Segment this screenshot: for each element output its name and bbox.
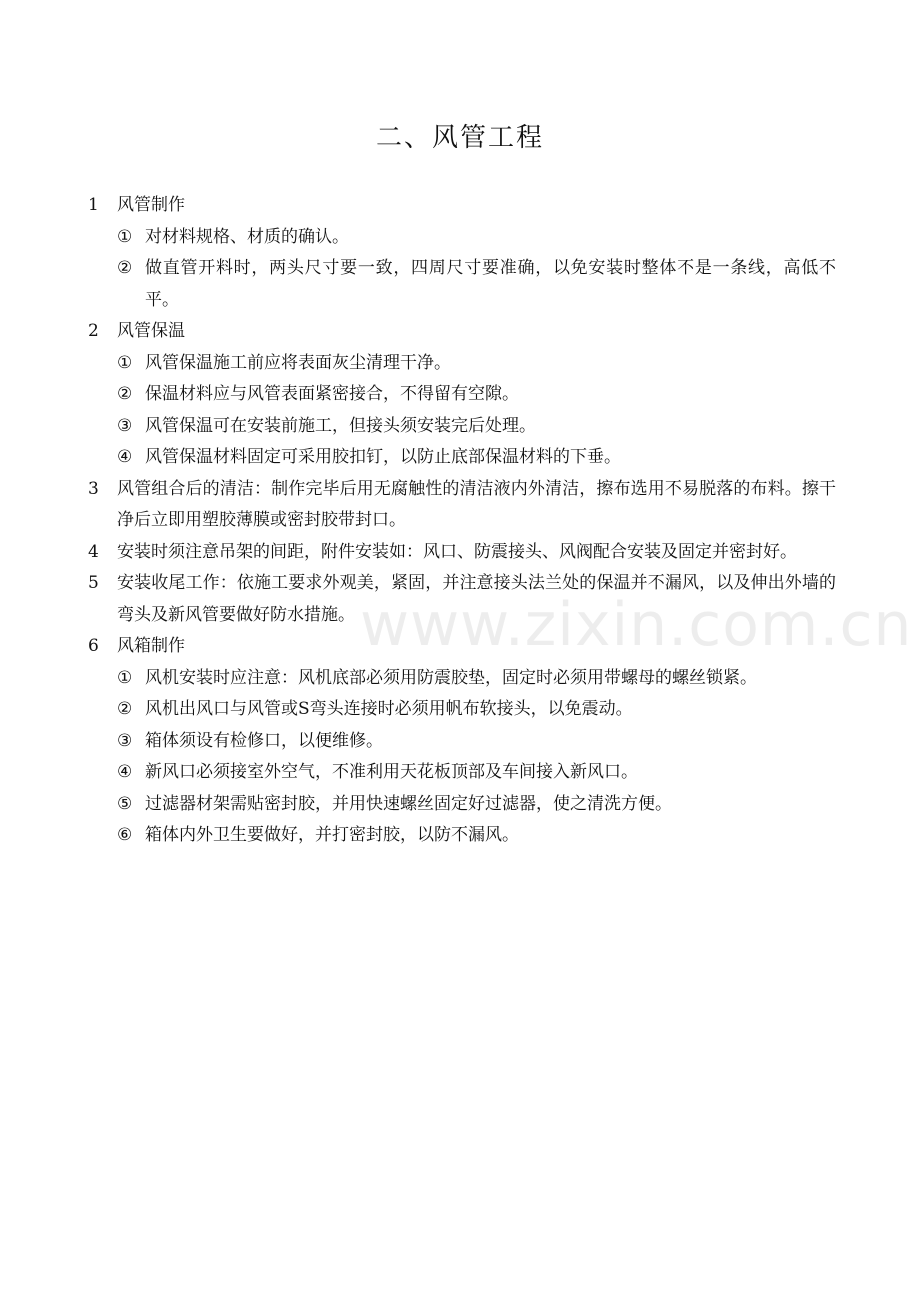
item-text: 风机出风口与风管或S弯头连接时必须用帆布软接头，以免震动。	[145, 699, 633, 719]
item-text: 风机安装时应注意：风机底部必须用防震胶垫，固定时必须用带螺母的螺丝锁紧。	[145, 667, 757, 688]
item-marker: ②	[117, 258, 133, 278]
item-text: 保温材料应与风管表面紧密接合，不得留有空隙。	[145, 384, 519, 404]
section-text: 风管组合后的清洁：制作完毕后用无腐触性的清洁液内外清洁，擦布选用不易脱落的布料。擦干净后立即用塑胶薄膜或密封胶带封口。	[117, 478, 836, 530]
section-text: 风管制作	[117, 195, 185, 215]
list-item	[88, 694, 836, 726]
section-heading	[88, 631, 836, 663]
section-text: 安装时须注意吊架的间距，附件安装如：风口、防震接头、风阀配合安装及固定并密封好。	[117, 541, 797, 562]
document-body	[88, 190, 836, 852]
list-item	[88, 222, 836, 254]
list-item	[88, 348, 836, 380]
section-text: 风箱制作	[117, 636, 185, 656]
section-number: 3	[88, 478, 99, 499]
list-item	[88, 820, 836, 852]
section-heading	[88, 537, 836, 569]
item-text: 箱体须设有检修口，以便维修。	[145, 730, 383, 751]
list-item	[88, 253, 836, 316]
item-marker: ①	[117, 667, 133, 688]
section-number: 6	[88, 636, 99, 656]
item-text: 风管保温材料固定可采用胶扣钉，以防止底部保温材料的下垂。	[145, 447, 621, 467]
item-text: 风管保温可在安装前施工，但接头须安装完后处理。	[145, 415, 536, 436]
section-number: 5	[88, 573, 99, 593]
list-item	[88, 663, 836, 695]
item-marker: ③	[117, 415, 133, 436]
section-heading	[88, 190, 836, 222]
item-list	[88, 222, 836, 317]
section-heading	[88, 568, 836, 631]
list-item	[88, 411, 836, 443]
list-item	[88, 379, 836, 411]
list-item	[88, 726, 836, 758]
section-text: 安装收尾工作：依施工要求外观美，紧固，并注意接头法兰处的保温并不漏风，以及伸出外墙的弯头及新风管要做好防水措施。	[117, 573, 836, 625]
item-marker: ①	[117, 352, 133, 373]
section-4	[88, 537, 836, 569]
item-list	[88, 663, 836, 852]
section-text: 风管保温	[117, 321, 185, 341]
section-heading	[88, 316, 836, 348]
item-list	[88, 348, 836, 474]
item-marker: ①	[117, 226, 133, 247]
item-marker: ⑥	[117, 825, 133, 845]
item-text: 过滤器材架需贴密封胶，并用快速螺丝固定好过滤器，使之清洗方便。	[145, 793, 672, 814]
item-marker: ④	[117, 447, 133, 467]
section-6	[88, 631, 836, 852]
section-number: 2	[88, 321, 99, 341]
item-text: 箱体内外卫生要做好，并打密封胶，以防不漏风。	[145, 825, 519, 845]
section-5	[88, 568, 836, 631]
section-1	[88, 190, 836, 316]
item-text: 新风口必须接室外空气，不准利用天花板顶部及车间接入新风口。	[145, 762, 638, 782]
section-number: 4	[88, 541, 99, 562]
section-heading	[88, 474, 836, 537]
list-item	[88, 442, 836, 474]
list-item	[88, 757, 836, 789]
item-text: 对材料规格、材质的确认。	[145, 226, 349, 247]
list-item	[88, 789, 836, 821]
item-text: 风管保温施工前应将表面灰尘清理干净。	[145, 352, 451, 373]
page-title: 二、风管工程	[375, 123, 544, 153]
item-marker: ⑤	[117, 793, 133, 814]
item-marker: ④	[117, 762, 133, 782]
section-number: 1	[88, 195, 99, 215]
item-marker: ②	[117, 384, 133, 404]
item-marker: ③	[117, 730, 133, 751]
watermark: www.zixin.com.cn	[360, 590, 913, 660]
item-marker: ②	[117, 699, 133, 719]
item-text: 做直管开料时，两头尺寸要一致，四周尺寸要准确，以免安装时整体不是一条线，高低不平。	[145, 258, 836, 310]
section-3	[88, 474, 836, 537]
section-2	[88, 316, 836, 474]
